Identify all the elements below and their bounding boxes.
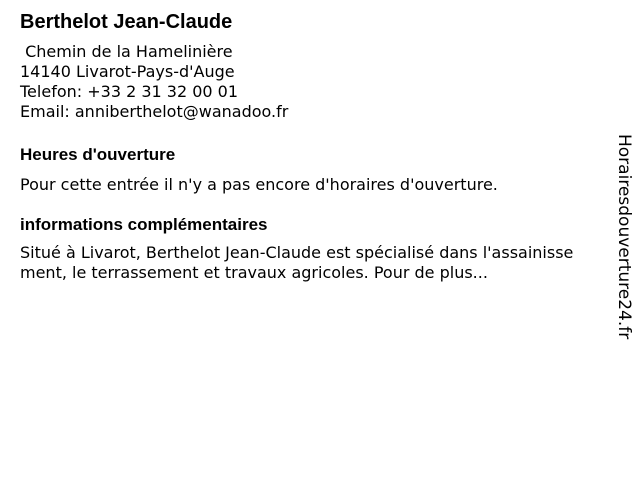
additional-info-heading: informations complémentaires: [20, 215, 268, 234]
opening-hours-heading: Heures d'ouverture: [20, 145, 176, 164]
site-brand-vertical: Horairesdouverture24.fr: [614, 134, 634, 340]
additional-info-text: Situé à Livarot, Berthelot Jean-Claude est spécialisé dans l'assainissement, le terrassement et travaux agricoles. Pour de plus...: [20, 243, 574, 282]
phone-number[interactable]: Telefon: +33 2 31 32 00 01: [20, 82, 239, 101]
email-address[interactable]: Email: anniberthelot@wanadoo.fr: [20, 102, 289, 121]
business-name: Berthelot Jean-Claude: [20, 11, 233, 33]
opening-hours-text: Pour cette entrée il n'y a pas encore d'horaires d'ouverture.: [20, 175, 498, 194]
street-address: Chemin de la Hamelinière: [20, 42, 233, 61]
business-card: [20, 10, 590, 283]
city-address: 14140 Livarot-Pays-d'Auge: [20, 62, 235, 81]
